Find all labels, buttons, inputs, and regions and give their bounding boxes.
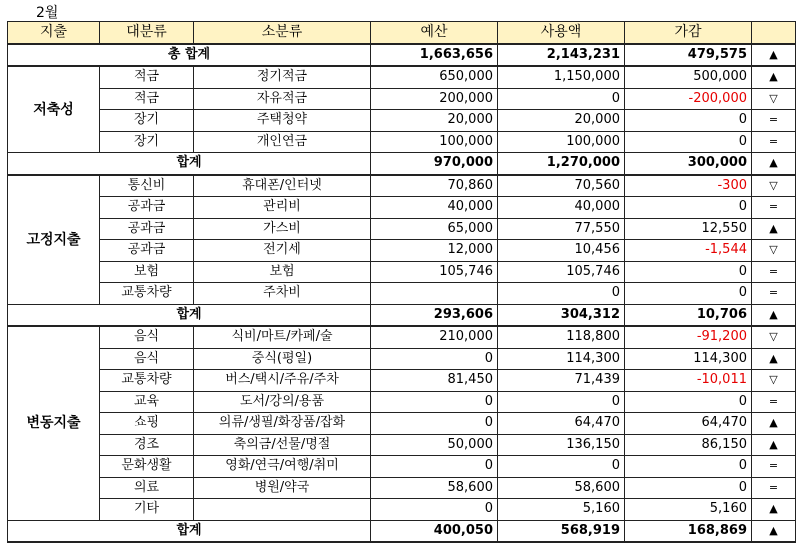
section-total-row (8, 153, 796, 175)
table-row (8, 326, 796, 348)
table-row (8, 66, 796, 88)
section-total-used: 1,270,000 (498, 153, 625, 175)
used-cell: 136,150 (498, 434, 625, 456)
category-cell: 보험 (100, 261, 194, 283)
subcategory-cell: 축의금/선물/명절 (194, 434, 371, 456)
grand-total-row (8, 44, 796, 67)
indicator-cell: = (752, 477, 796, 499)
section-total-indicator: ▲ (752, 304, 796, 326)
indicator-cell: = (752, 261, 796, 283)
subcategory-cell: 주차비 (194, 283, 371, 305)
used-cell: 40,000 (498, 197, 625, 219)
used-cell: 0 (498, 88, 625, 110)
table-row (8, 240, 796, 262)
table-row (8, 283, 796, 305)
grand-total-used: 2,143,231 (498, 44, 625, 67)
diff-cell: -1,544 (625, 240, 752, 262)
indicator-cell: = (752, 283, 796, 305)
section-total-label: 합계 (8, 153, 371, 175)
budget-cell: 100,000 (371, 131, 498, 153)
budget-cell (371, 283, 498, 305)
used-cell: 64,470 (498, 413, 625, 435)
category-cell: 공과금 (100, 197, 194, 219)
category-cell: 교통차량 (100, 283, 194, 305)
budget-cell: 0 (371, 499, 498, 521)
header-cell: 사용액 (498, 22, 625, 44)
indicator-cell: ▲ (752, 499, 796, 521)
category-cell: 장기 (100, 131, 194, 153)
subcategory-cell: 버스/택시/주유/주차 (194, 370, 371, 392)
diff-cell: -10,011 (625, 370, 752, 392)
diff-cell: -300 (625, 175, 752, 197)
diff-cell: 114,300 (625, 348, 752, 370)
section-total-indicator: ▲ (752, 520, 796, 542)
budget-cell: 200,000 (371, 88, 498, 110)
diff-cell: 0 (625, 391, 752, 413)
subcategory-cell: 주택청약 (194, 110, 371, 132)
grand-total-diff: 479,575 (625, 44, 752, 67)
section-total-label: 합계 (8, 520, 371, 542)
section-total-used: 304,312 (498, 304, 625, 326)
subcategory-cell: 정기적금 (194, 66, 371, 88)
section-total-row (8, 520, 796, 542)
table-row (8, 456, 796, 478)
category-cell: 경조 (100, 434, 194, 456)
header-cell: 예산 (371, 22, 498, 44)
header-cell: 가감 (625, 22, 752, 44)
budget-cell: 650,000 (371, 66, 498, 88)
section-label: 변동지출 (8, 326, 100, 520)
subcategory-cell: 병원/약국 (194, 477, 371, 499)
used-cell: 105,746 (498, 261, 625, 283)
category-cell: 공과금 (100, 240, 194, 262)
category-cell: 문화생활 (100, 456, 194, 478)
used-cell: 70,560 (498, 175, 625, 197)
header-cell (752, 22, 796, 44)
subcategory-cell: 휴대폰/인터넷 (194, 175, 371, 197)
table-row (8, 261, 796, 283)
subcategory-cell: 보험 (194, 261, 371, 283)
diff-cell: 5,160 (625, 499, 752, 521)
used-cell: 5,160 (498, 499, 625, 521)
budget-cell: 20,000 (371, 110, 498, 132)
subcategory-cell: 도서/강의/용품 (194, 391, 371, 413)
budget-cell: 58,600 (371, 477, 498, 499)
used-cell: 1,150,000 (498, 66, 625, 88)
subcategory-cell: 식비/마트/카페/술 (194, 326, 371, 348)
category-cell: 통신비 (100, 175, 194, 197)
section-total-label: 합계 (8, 304, 371, 326)
used-cell: 10,456 (498, 240, 625, 262)
category-cell: 음식 (100, 326, 194, 348)
used-cell: 0 (498, 456, 625, 478)
indicator-cell: ▽ (752, 326, 796, 348)
table-row (8, 499, 796, 521)
subcategory-cell: 가스비 (194, 218, 371, 240)
section-label: 저축성 (8, 66, 100, 153)
table-row (8, 131, 796, 153)
diff-cell: 12,550 (625, 218, 752, 240)
budget-cell: 105,746 (371, 261, 498, 283)
diff-cell: 0 (625, 261, 752, 283)
section-label: 고정지출 (8, 175, 100, 305)
budget-cell: 50,000 (371, 434, 498, 456)
category-cell: 공과금 (100, 218, 194, 240)
subcategory-cell: 개인연금 (194, 131, 371, 153)
diff-cell: 0 (625, 197, 752, 219)
diff-cell: 0 (625, 477, 752, 499)
header-cell: 대분류 (100, 22, 194, 44)
category-cell: 교육 (100, 391, 194, 413)
header-cell: 지출 (8, 22, 100, 44)
budget-cell: 70,860 (371, 175, 498, 197)
indicator-cell: ▽ (752, 88, 796, 110)
diff-cell: 86,150 (625, 434, 752, 456)
indicator-cell: = (752, 391, 796, 413)
section-total-diff: 300,000 (625, 153, 752, 175)
grand-total-indicator: ▲ (752, 44, 796, 67)
header-cell: 소분류 (194, 22, 371, 44)
subcategory-cell: 전기세 (194, 240, 371, 262)
section-total-budget: 293,606 (371, 304, 498, 326)
indicator-cell: ▲ (752, 434, 796, 456)
diff-cell: 64,470 (625, 413, 752, 435)
indicator-cell: ▲ (752, 348, 796, 370)
table-row (8, 391, 796, 413)
used-cell: 0 (498, 283, 625, 305)
table-row (8, 434, 796, 456)
category-cell: 의료 (100, 477, 194, 499)
category-cell: 적금 (100, 66, 194, 88)
subcategory-cell: 자유적금 (194, 88, 371, 110)
indicator-cell: = (752, 197, 796, 219)
header-row (8, 22, 796, 44)
budget-cell: 0 (371, 456, 498, 478)
category-cell: 기타 (100, 499, 194, 521)
budget-cell: 12,000 (371, 240, 498, 262)
budget-cell: 0 (371, 391, 498, 413)
budget-cell: 65,000 (371, 218, 498, 240)
table-row (8, 88, 796, 110)
diff-cell: 0 (625, 283, 752, 305)
section-total-indicator: ▲ (752, 153, 796, 175)
indicator-cell: ▽ (752, 175, 796, 197)
section-total-budget: 400,050 (371, 520, 498, 542)
used-cell: 77,550 (498, 218, 625, 240)
used-cell: 20,000 (498, 110, 625, 132)
budget-cell: 0 (371, 413, 498, 435)
indicator-cell: ▲ (752, 413, 796, 435)
used-cell: 100,000 (498, 131, 625, 153)
category-cell: 장기 (100, 110, 194, 132)
used-cell: 114,300 (498, 348, 625, 370)
section-total-used: 568,919 (498, 520, 625, 542)
table-row (8, 413, 796, 435)
indicator-cell: ▲ (752, 218, 796, 240)
indicator-cell: ▽ (752, 370, 796, 392)
budget-table (7, 21, 796, 543)
section-total-budget: 970,000 (371, 153, 498, 175)
table-row (8, 370, 796, 392)
section-total-row (8, 304, 796, 326)
diff-cell: -91,200 (625, 326, 752, 348)
table-row (8, 110, 796, 132)
subcategory-cell: 관리비 (194, 197, 371, 219)
category-cell: 음식 (100, 348, 194, 370)
category-cell: 적금 (100, 88, 194, 110)
subcategory-cell: 중식(평일) (194, 348, 371, 370)
diff-cell: 0 (625, 131, 752, 153)
grand-total-budget: 1,663,656 (371, 44, 498, 67)
category-cell: 교통차량 (100, 370, 194, 392)
subcategory-cell: 의류/생필/화장품/잡화 (194, 413, 371, 435)
diff-cell: 500,000 (625, 66, 752, 88)
category-cell: 쇼핑 (100, 413, 194, 435)
table-row (8, 477, 796, 499)
budget-cell: 0 (371, 348, 498, 370)
subcategory-cell: 영화/연극/여행/취미 (194, 456, 371, 478)
grand-total-label: 총 합계 (8, 44, 371, 67)
budget-cell: 40,000 (371, 197, 498, 219)
indicator-cell: = (752, 131, 796, 153)
used-cell: 71,439 (498, 370, 625, 392)
subcategory-cell (194, 499, 371, 521)
month-title: 2월 (36, 5, 59, 21)
used-cell: 58,600 (498, 477, 625, 499)
used-cell: 0 (498, 391, 625, 413)
indicator-cell: ▽ (752, 240, 796, 262)
budget-cell: 210,000 (371, 326, 498, 348)
table-row (8, 175, 796, 197)
indicator-cell: = (752, 110, 796, 132)
table-row (8, 348, 796, 370)
diff-cell: 0 (625, 110, 752, 132)
diff-cell: -200,000 (625, 88, 752, 110)
indicator-cell: ▲ (752, 66, 796, 88)
table-row (8, 218, 796, 240)
section-total-diff: 168,869 (625, 520, 752, 542)
budget-cell: 81,450 (371, 370, 498, 392)
table-row (8, 197, 796, 219)
diff-cell: 0 (625, 456, 752, 478)
indicator-cell: = (752, 456, 796, 478)
section-total-diff: 10,706 (625, 304, 752, 326)
used-cell: 118,800 (498, 326, 625, 348)
